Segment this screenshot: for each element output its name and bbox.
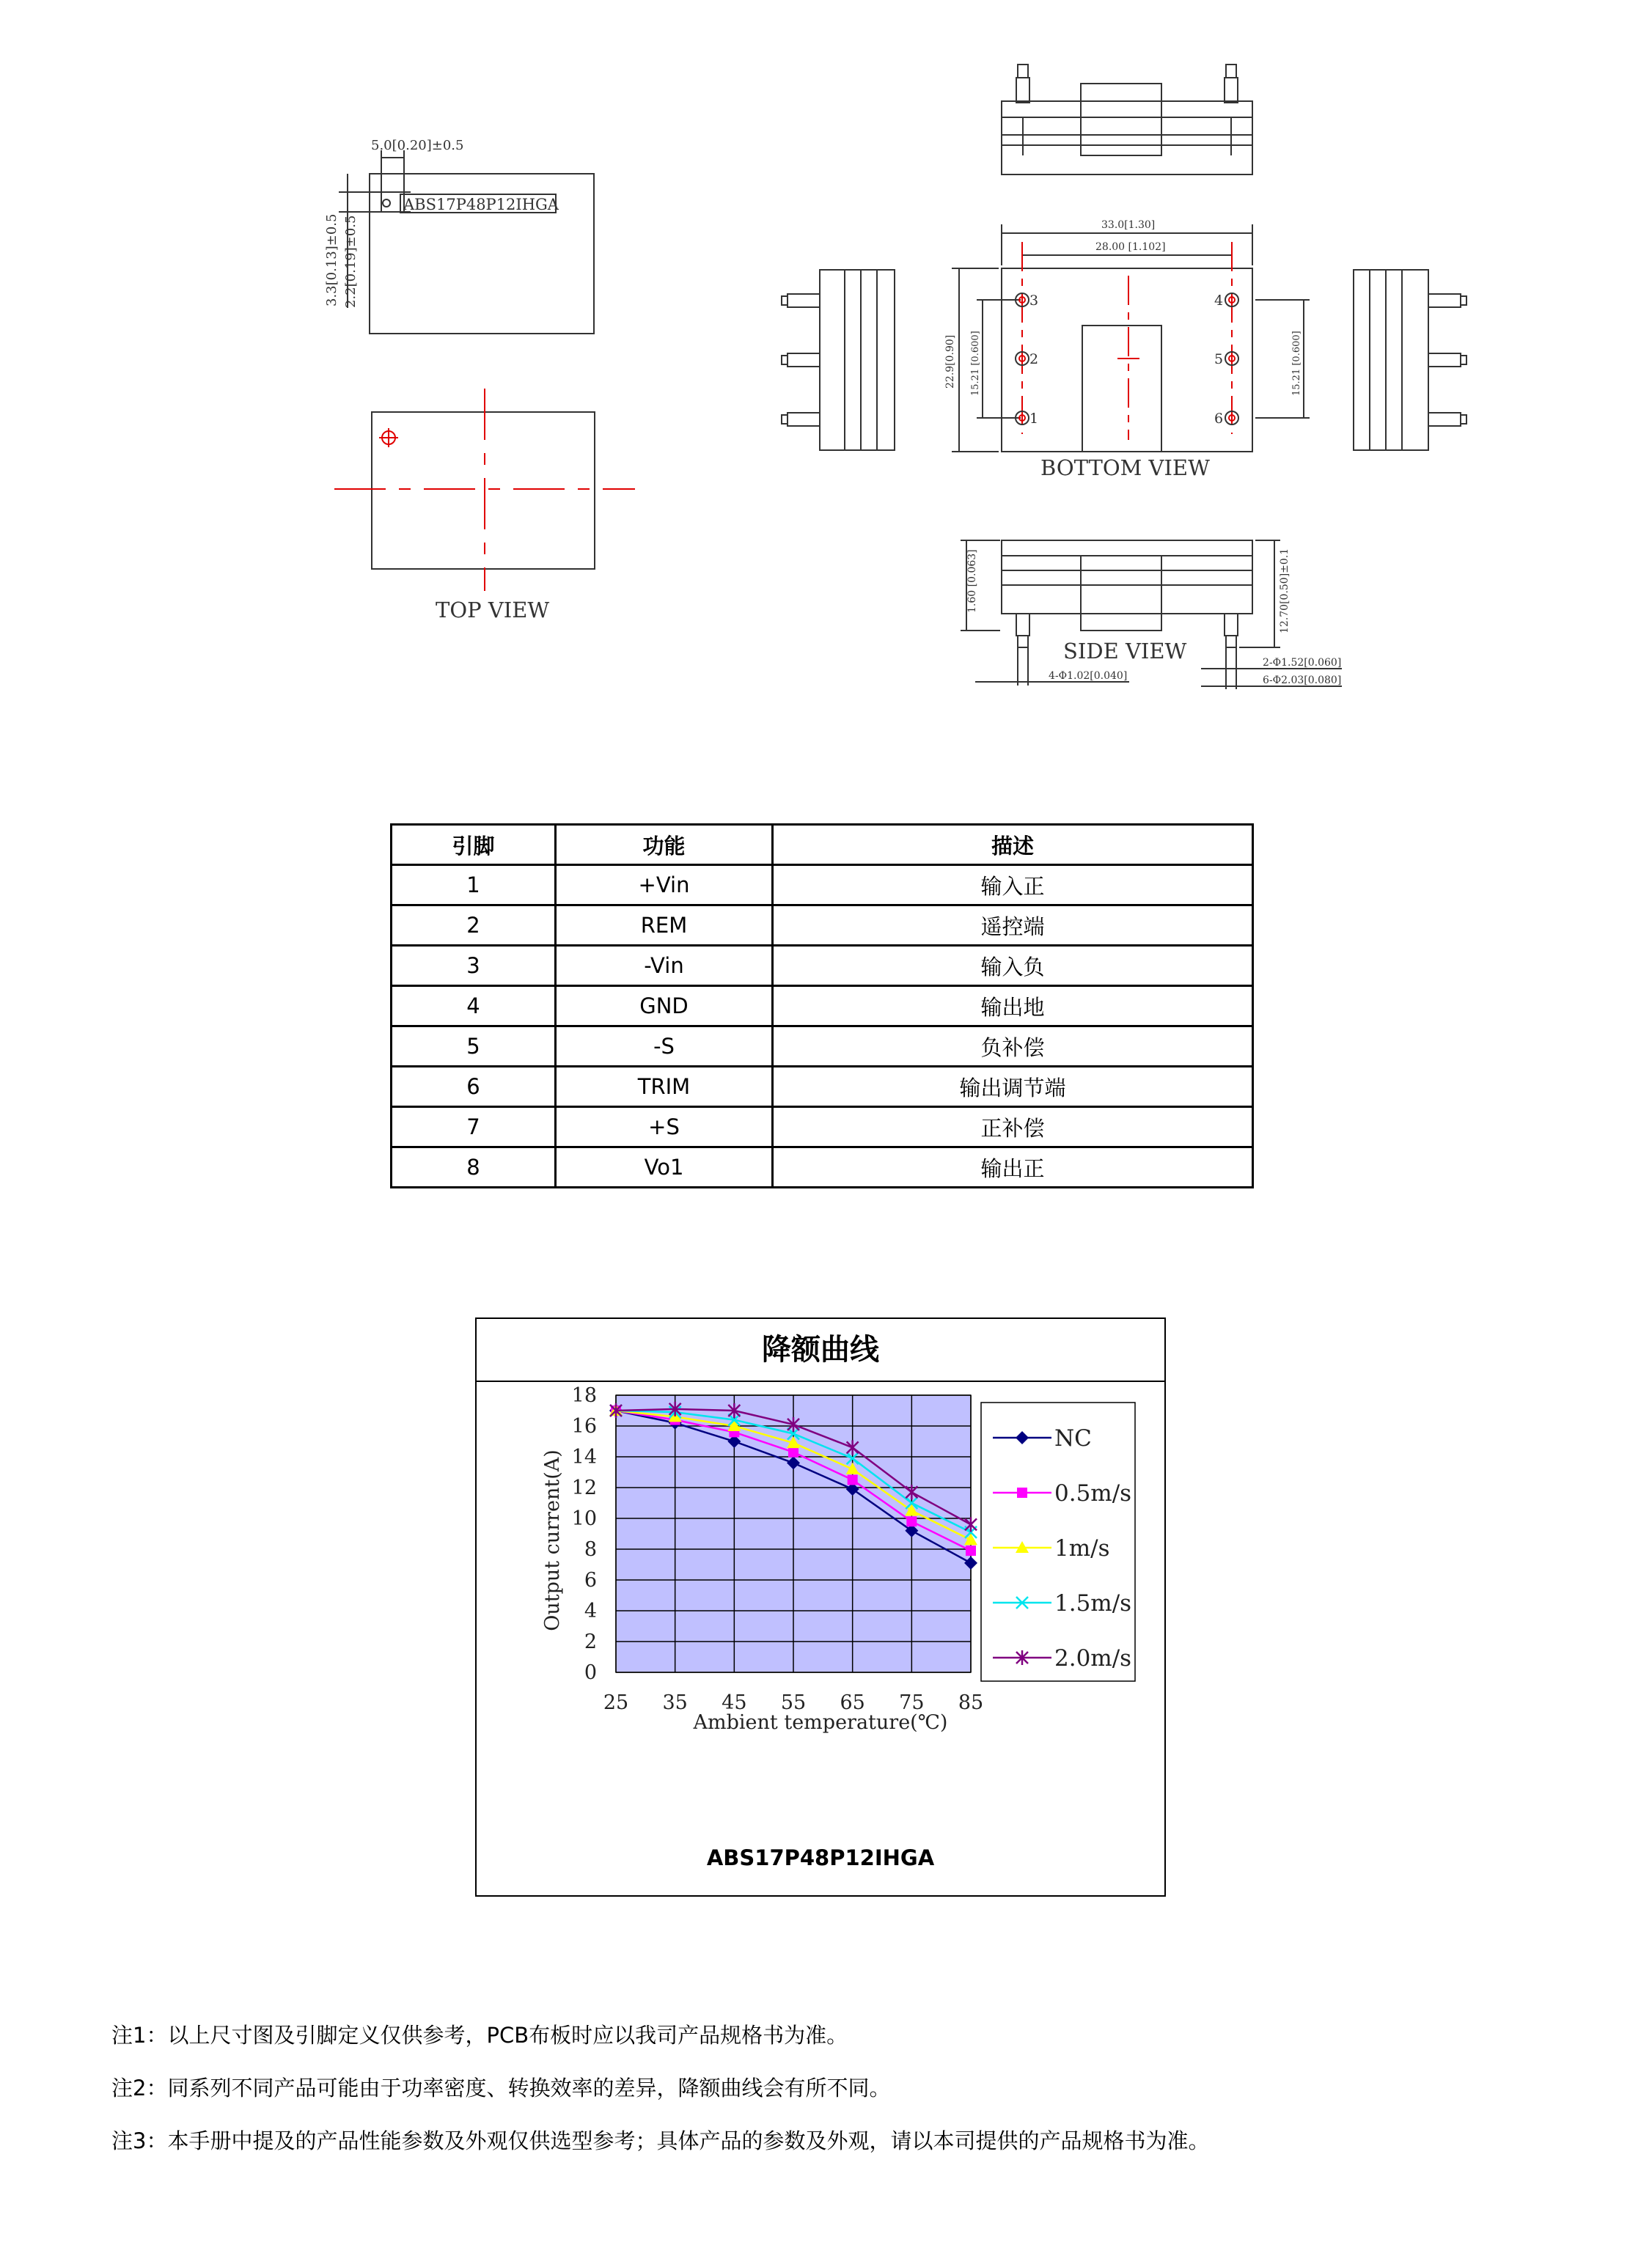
derating-chart-plot [477,1381,1164,1842]
dim-pin-length: 1.60 [0.063] [966,549,978,613]
y-tick-label: 18 [571,1384,597,1407]
cell-description: 输出调节端 [773,1067,1253,1107]
dim-pin-span: 28.00 [1.102] [1095,241,1166,253]
cell-pin: 1 [392,865,556,905]
pin-number-2: 2 [1029,351,1039,367]
x-tick-label: 85 [958,1691,984,1714]
cell-description: 输入负 [773,946,1253,986]
table-row [392,986,1253,1026]
dim-pin-row-right: 15.21 [0.600] [1291,331,1302,396]
pin-definition-table [390,823,1254,1188]
dim-pin-row-left: 15.21 [0.600] [970,331,981,396]
header-function: 功能 [556,825,773,865]
cell-pin: 4 [392,986,556,1026]
cell-function: +S [556,1107,773,1147]
x-tick-label: 75 [899,1691,925,1714]
dim-total-height: 12.70[0.50]±0.1 [1279,548,1291,633]
cell-description: 遥控端 [773,905,1253,946]
cell-function: -Vin [556,946,773,986]
cell-pin: 7 [392,1107,556,1147]
pin-number-6: 6 [1214,411,1224,427]
y-tick-label: 8 [584,1538,597,1561]
x-tick-label: 65 [840,1691,865,1714]
legend-entry: 1m/s [1054,1535,1110,1562]
legend-entry: 1.5m/s [1054,1590,1132,1617]
mechanical-drawings [0,0,1652,733]
table-row [392,1067,1253,1107]
table-row [392,1147,1253,1188]
bottom-view-centerlines [1022,242,1232,440]
y-axis-label: Output current(A) [541,1449,564,1631]
notes [111,2021,1209,2180]
chart-title: 降额曲线 [477,1319,1164,1382]
bottom-view-outline [952,224,1310,452]
header-description: 描述 [773,825,1253,865]
legend-entry: NC [1054,1425,1092,1452]
x-axis-label: Ambient temperature(℃) [693,1711,948,1734]
cell-function: -S [556,1026,773,1067]
table-row [392,865,1253,905]
y-tick-label: 0 [584,1661,597,1684]
data-point [848,1475,858,1485]
x-tick-label: 35 [662,1691,688,1714]
pin-number-3: 3 [1029,293,1039,309]
dim-marking-height-inner: 2.2[0.19]±0.5 [343,215,359,308]
dim-pin-dia-a: 4-Φ1.02[0.040] [1049,670,1128,682]
data-point [788,1447,799,1458]
y-tick-label: 10 [571,1507,597,1530]
data-point [966,1546,976,1556]
data-point [1017,1488,1027,1498]
legend-entry: 0.5m/s [1054,1480,1132,1507]
dim-marking-height-outer: 3.3[0.13]±0.5 [324,213,339,306]
dim-bottom-height: 22.9[0.90] [944,334,956,389]
y-tick-label: 12 [571,1477,597,1499]
cell-description: 负补偿 [773,1026,1253,1067]
note-2: 注2：同系列不同产品可能由于功率密度、转换效率的差异，降额曲线会有所不同。 [111,2076,891,2101]
top-view-marking-detail [339,150,594,334]
y-tick-label: 4 [584,1600,597,1622]
pin-number-4: 4 [1214,293,1224,309]
y-tick-label: 6 [584,1569,597,1592]
cell-pin: 6 [392,1067,556,1107]
cell-function: +Vin [556,865,773,905]
cell-pin: 5 [392,1026,556,1067]
cell-pin: 8 [392,1147,556,1188]
right-profile [1354,270,1466,450]
top-view-outline [334,389,635,591]
cell-function: GND [556,986,773,1026]
y-tick-label: 16 [571,1415,597,1438]
cell-description: 输入正 [773,865,1253,905]
legend-entry: 2.0m/s [1054,1645,1132,1672]
dim-pin-dia-b: 2-Φ1.52[0.060] [1263,657,1342,669]
cell-description: 正补偿 [773,1107,1253,1147]
chart-model-caption: ABS17P48P12IHGA [706,1845,935,1870]
side-view-label: SIDE VIEW [1063,639,1187,664]
bottom-view-label: BOTTOM VIEW [1040,455,1210,480]
front-view-outline [1002,65,1252,174]
dim-outer-width: 33.0[1.30] [1101,219,1156,231]
x-tick-label: 55 [780,1691,807,1714]
dim-pin-dia-c: 6-Φ2.03[0.080] [1263,675,1342,686]
note-1: 注1：以上尺寸图及引脚定义仅供参考，PCB布板时应以我司产品规格书为准。 [111,2023,848,2048]
cell-pin: 2 [392,905,556,946]
table-row [392,1026,1253,1067]
derating-chart [475,1317,1166,1897]
part-marking: ABS17P48P12IHGA [403,196,559,213]
dim-marking-width: 5.0[0.20]±0.5 [371,138,464,153]
cell-function: REM [556,905,773,946]
y-tick-label: 2 [584,1631,597,1653]
cell-function: TRIM [556,1067,773,1107]
cell-description: 输出正 [773,1147,1253,1188]
left-profile [782,270,895,450]
cell-function: Vo1 [556,1147,773,1188]
table-row [392,946,1253,986]
data-point [906,1516,917,1526]
pin-number-1: 1 [1029,411,1039,427]
header-pin: 引脚 [392,825,556,865]
x-tick-label: 25 [603,1691,629,1714]
table-header-row [392,825,1253,865]
chart-legend [981,1403,1135,1681]
pin-number-5: 5 [1214,351,1224,367]
table-row [392,905,1253,946]
cell-pin: 3 [392,946,556,986]
cell-description: 输出地 [773,986,1253,1026]
note-3: 注3：本手册中提及的产品性能参数及外观仅供选型参考；具体产品的参数及外观，请以本司提供的产品规格书为准。 [111,2128,1210,2153]
y-tick-label: 14 [571,1446,597,1469]
top-view-label: TOP VIEW [436,598,550,622]
table-row [392,1107,1253,1147]
x-tick-label: 45 [722,1691,747,1714]
